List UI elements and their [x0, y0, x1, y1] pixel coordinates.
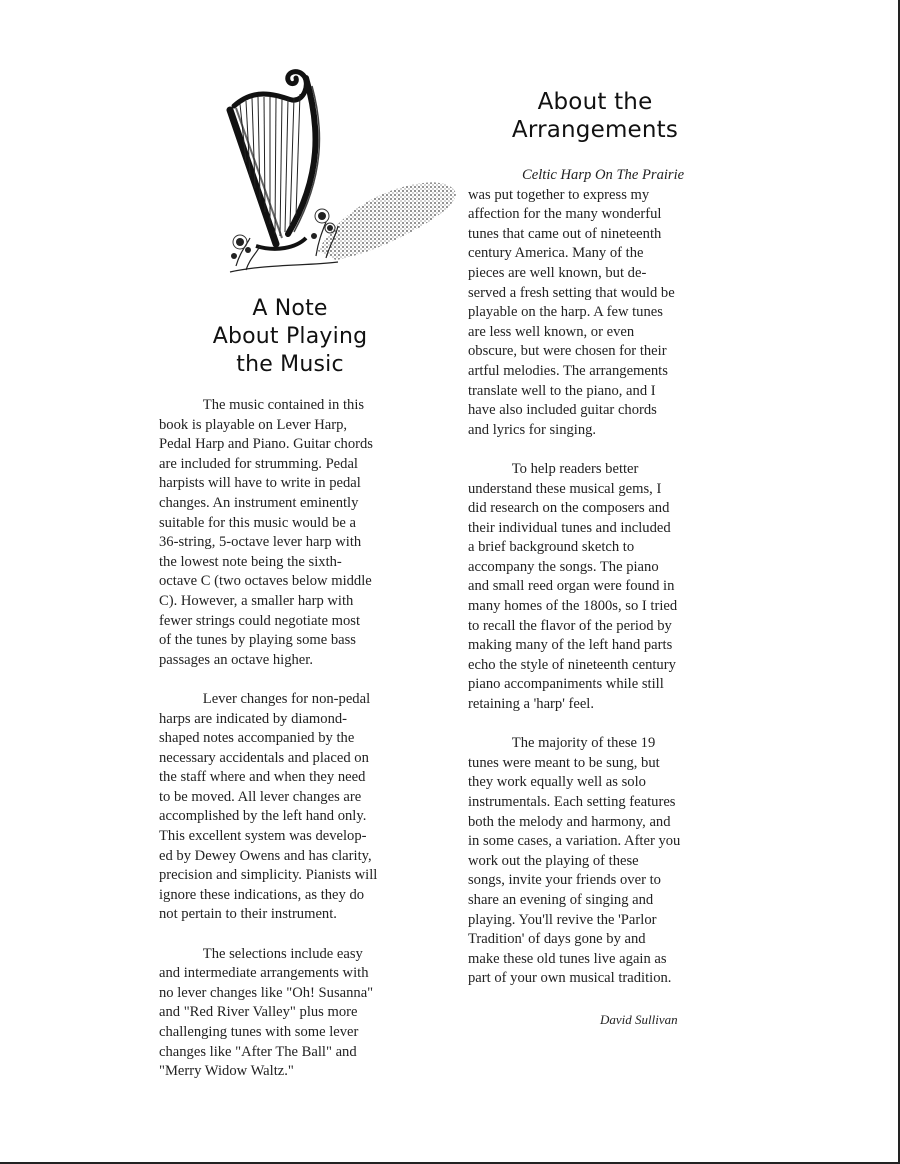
- right-column: [468, 166, 730, 1009]
- left-column: [159, 396, 421, 1101]
- right-heading-line-2: Arrangements: [511, 117, 679, 143]
- right-paragraph-1-text: was put together to express my affection for the many wonderful tunes that came out of nineteenth century America. Many of the pieces are well known, but de- served a fresh setting that would be playable on the harp. A few tunes are less well known, or even obscure, but were chosen for their artful melodies. The arrangements translate well to the piano, and I have also included guitar chords and lyrics for singing.: [468, 186, 675, 438]
- right-paragraph-1: [468, 166, 730, 440]
- author-signature: David Sullivan: [600, 1012, 678, 1027]
- right-heading-line-1: About the: [537, 89, 653, 115]
- left-paragraph-1: The music contained in this book is playable on Lever Harp, Pedal Harp and Piano. Guitar chords are included for strumming. Pedal harpists will have to write in pedal changes. An instrument eminently suitable for this music would be a 36-string, 5-octave lever harp with the lowest note being the sixth- octave C (two octaves below middle C). However, a smaller harp with fewer strings could negotiate most of the tunes by playing some bass passages an octave higher.: [159, 397, 373, 668]
- right-paragraph-3: The majority of these 19 tunes were meant to be sung, but they work equally well as solo instrumentals. Each setting features both the melody and harmony, and in some cases, a variation. After you work out the playing of these songs, invite your friends over to share an evening of singing and playing. You'll revive the 'Parlor Tradition' of days gone by and make these old tunes live again as part of your own musical tradition.: [468, 735, 681, 987]
- left-heading-line-1: A Note: [252, 296, 328, 321]
- left-heading-line-3: the Music: [236, 352, 344, 377]
- right-heading: [480, 88, 710, 144]
- left-heading-line-2: About Playing: [212, 324, 368, 349]
- left-paragraph-3: The selections include easy and intermediate arrangements with no lever changes like "Oh! Susanna" and "Red River Valley" plus more challenging tunes with some lever changes like "After The Ball" and "Merry Widow Waltz.": [159, 945, 374, 1080]
- left-heading: [170, 295, 410, 379]
- left-paragraph-2: Lever changes for non-pedal harps are indicated by diamond- shaped notes accompanied by the necessary accidentals and placed on the staff where and when they need to be moved. All lever changes are accomplished by the left hand only. This excellent system was develop- ed by Dewey Owens and has clarity, precision and simplicity. Pianists will ignore these indications, as they do not pertain to their instrument.: [159, 690, 378, 923]
- harp-icon: [226, 66, 458, 278]
- right-paragraph-2: To help readers better understand these musical gems, I did research on the composers and their individual tunes and included a brief background sketch to accompany the songs. The piano and small reed organ were found in many homes of the 1800s, so I tried to recall the flavor of the period by making many of the left hand parts echo the style of nineteenth century piano accompaniments while still retaining a 'harp' feel.: [468, 460, 678, 713]
- book-title: Celtic Harp On The Prairie: [522, 167, 685, 183]
